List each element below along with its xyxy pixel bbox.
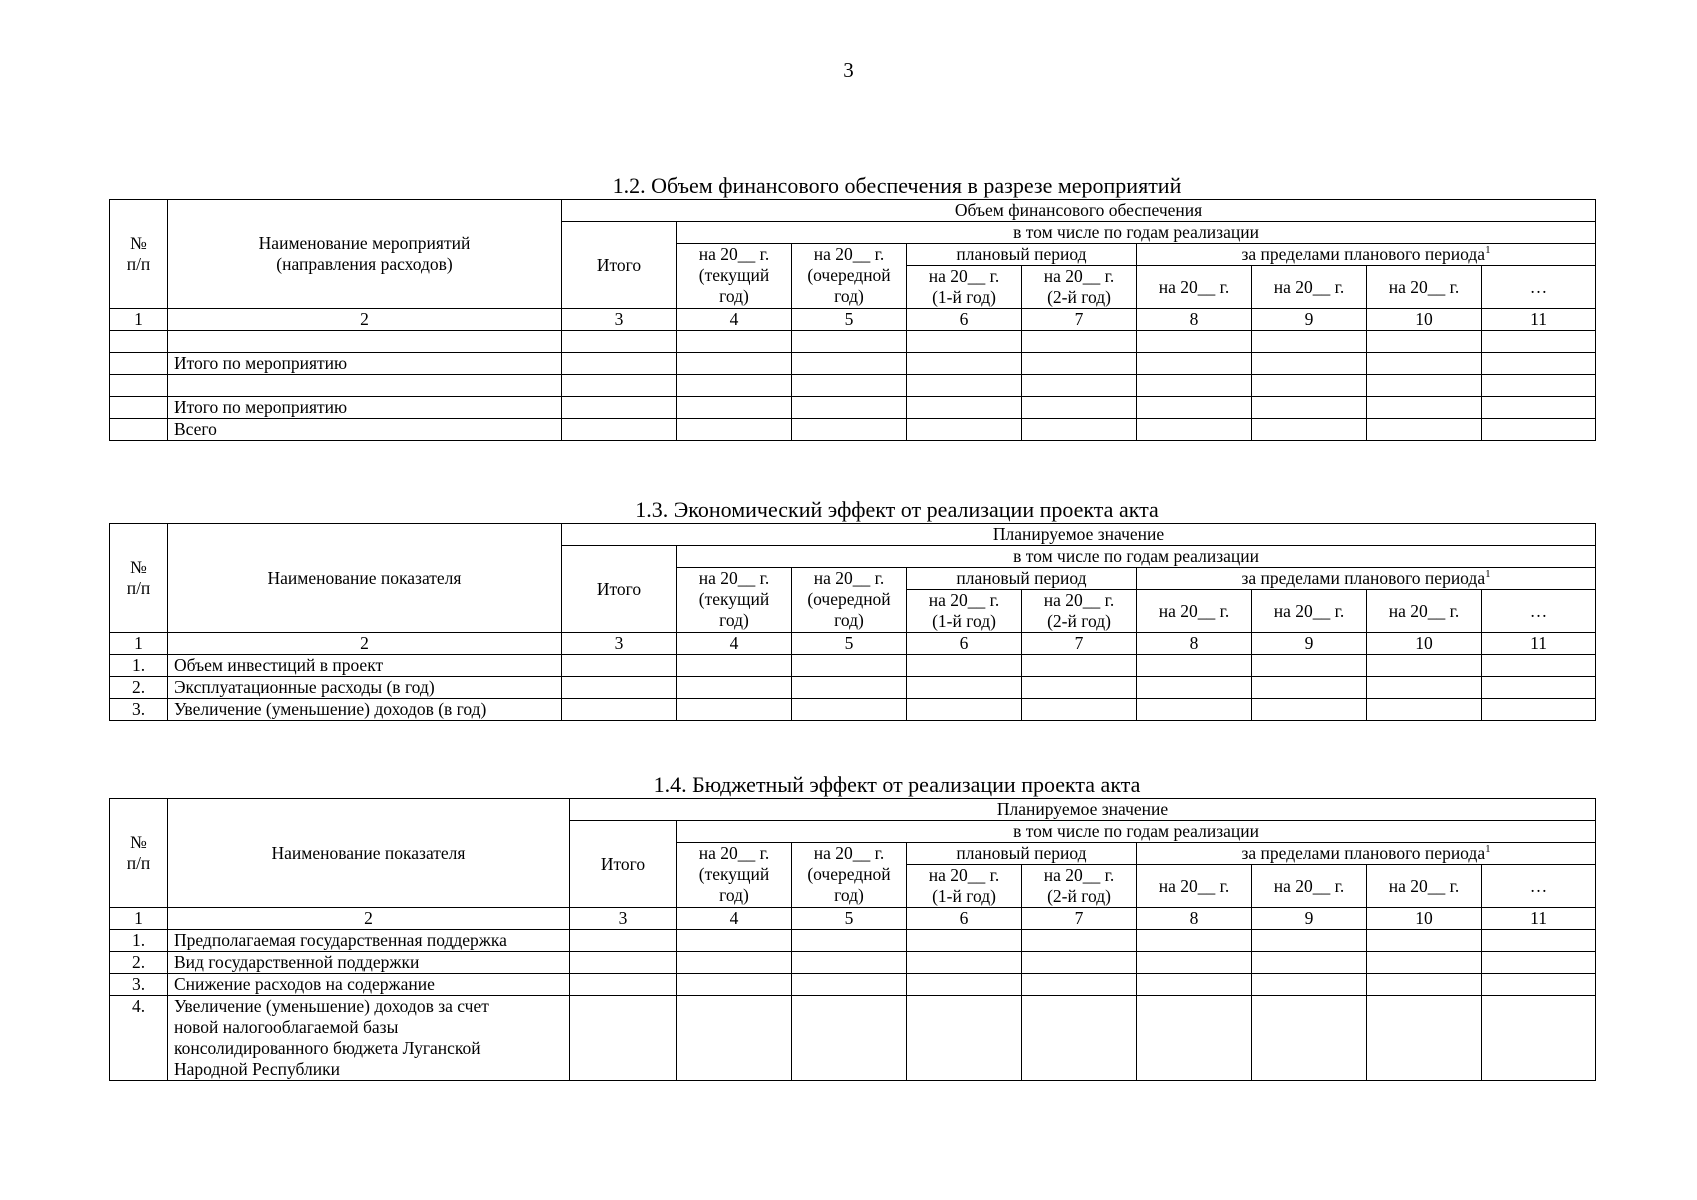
value-cell xyxy=(1367,699,1482,721)
value-cell xyxy=(907,677,1022,699)
section-financing-volume xyxy=(109,173,1595,441)
value-cell xyxy=(907,699,1022,721)
column-number: 4 xyxy=(677,309,792,331)
row-number: 4. xyxy=(110,996,168,1081)
row-number xyxy=(110,353,168,375)
value-cell xyxy=(1252,677,1367,699)
column-number: 4 xyxy=(677,633,792,655)
row-name: Предполагаемая государственная поддержка xyxy=(168,930,570,952)
section-title: 1.2. Объем финансового обеспечения в разрезе мероприятий xyxy=(612,173,1182,198)
value-cell xyxy=(570,974,677,996)
value-cell xyxy=(677,952,792,974)
value-cell xyxy=(1252,397,1367,419)
footnote-mark: 1 xyxy=(1485,244,1491,257)
value-cell xyxy=(907,331,1022,353)
value-cell xyxy=(1367,353,1482,375)
value-cell xyxy=(1367,677,1482,699)
value-cell xyxy=(1137,419,1252,441)
column-number: 5 xyxy=(792,633,907,655)
column-number: 2 xyxy=(168,633,562,655)
value-cell xyxy=(677,331,792,353)
column-number: 6 xyxy=(907,309,1022,331)
table-row xyxy=(110,974,1596,996)
value-cell xyxy=(1252,930,1367,952)
value-cell xyxy=(1137,699,1252,721)
header-by-years: в том числе по годам реализации xyxy=(677,546,1596,568)
header-name: Наименование показателя xyxy=(168,799,570,908)
value-cell xyxy=(562,397,677,419)
value-cell xyxy=(677,930,792,952)
value-cell xyxy=(1367,996,1482,1081)
value-cell xyxy=(907,974,1022,996)
row-name: Итого по мероприятию xyxy=(168,397,562,419)
header-beyond-year-3: на 20__ г. xyxy=(1367,266,1482,309)
value-cell xyxy=(1482,952,1596,974)
table-row xyxy=(110,952,1596,974)
value-cell xyxy=(1137,655,1252,677)
value-cell xyxy=(1367,930,1482,952)
value-cell xyxy=(792,375,907,397)
value-cell xyxy=(1482,677,1596,699)
column-number: 4 xyxy=(677,908,792,930)
header-beyond-year-1: на 20__ г. xyxy=(1137,266,1252,309)
value-cell xyxy=(677,699,792,721)
column-number: 1 xyxy=(110,633,168,655)
header-current-year: на 20__ г. (текущий год) xyxy=(677,244,792,309)
header-group: Планируемое значение xyxy=(570,799,1596,821)
value-cell xyxy=(907,655,1022,677)
column-number: 11 xyxy=(1482,633,1596,655)
header-by-years: в том числе по годам реализации xyxy=(677,222,1596,244)
header-next-year: на 20__ г. (очередной год) xyxy=(792,244,907,309)
value-cell xyxy=(1137,974,1252,996)
table-row xyxy=(110,331,1596,353)
table-row xyxy=(110,699,1596,721)
table-row xyxy=(110,419,1596,441)
header-plan-year-2: на 20__ г. (2-й год) xyxy=(1022,590,1137,633)
column-number: 3 xyxy=(562,309,677,331)
header-planning-period: плановый период xyxy=(907,568,1137,590)
value-cell xyxy=(1022,397,1137,419)
header-total: Итого xyxy=(562,222,677,309)
header-name: Наименование показателя xyxy=(168,524,562,633)
header-beyond-period xyxy=(1137,244,1596,266)
value-cell xyxy=(1252,353,1367,375)
section-title: 1.3. Экономический эффект от реализации проекта акта xyxy=(635,497,1159,522)
column-number: 10 xyxy=(1367,633,1482,655)
header-beyond-more: … xyxy=(1482,865,1596,908)
value-cell xyxy=(1252,699,1367,721)
row-name: Итого по мероприятию xyxy=(168,353,562,375)
header-beyond-year-2: на 20__ г. xyxy=(1252,865,1367,908)
beyond-period-label: за пределами планового периода xyxy=(1241,568,1486,588)
header-beyond-year-1: на 20__ г. xyxy=(1137,865,1252,908)
value-cell xyxy=(1022,353,1137,375)
value-cell xyxy=(1367,952,1482,974)
value-cell xyxy=(1022,974,1137,996)
header-plan-year-1: на 20__ г. (1-й год) xyxy=(907,590,1022,633)
row-name: Увеличение (уменьшение) доходов за счет новой налогооблагаемой базы консолидированного бюджета Луганской Народной Республики xyxy=(168,996,570,1081)
value-cell xyxy=(792,353,907,375)
value-cell xyxy=(1482,353,1596,375)
value-cell xyxy=(907,996,1022,1081)
value-cell xyxy=(1137,952,1252,974)
value-cell xyxy=(677,375,792,397)
value-cell xyxy=(1022,419,1137,441)
value-cell xyxy=(792,996,907,1081)
value-cell xyxy=(1482,419,1596,441)
value-cell xyxy=(677,353,792,375)
header-current-year: на 20__ г. (текущий год) xyxy=(677,843,792,908)
value-cell xyxy=(1022,375,1137,397)
header-planning-period: плановый период xyxy=(907,843,1137,865)
header-planning-period: плановый период xyxy=(907,244,1137,266)
value-cell xyxy=(1367,974,1482,996)
header-beyond-more: … xyxy=(1482,266,1596,309)
header-beyond-year-3: на 20__ г. xyxy=(1367,590,1482,633)
header-group: Планируемое значение xyxy=(562,524,1596,546)
economic-table xyxy=(109,523,1596,721)
header-plan-year-2: на 20__ г. (2-й год) xyxy=(1022,266,1137,309)
column-number: 2 xyxy=(168,309,562,331)
column-number: 8 xyxy=(1137,309,1252,331)
value-cell xyxy=(1482,331,1596,353)
row-number: 1. xyxy=(110,655,168,677)
row-name: Всего xyxy=(168,419,562,441)
value-cell xyxy=(1367,331,1482,353)
header-beyond-year-2: на 20__ г. xyxy=(1252,266,1367,309)
header-beyond-year-1: на 20__ г. xyxy=(1137,590,1252,633)
row-number: 3. xyxy=(110,699,168,721)
value-cell xyxy=(1252,419,1367,441)
value-cell xyxy=(907,353,1022,375)
value-cell xyxy=(677,419,792,441)
value-cell xyxy=(677,655,792,677)
column-number: 8 xyxy=(1137,633,1252,655)
column-number: 3 xyxy=(562,633,677,655)
value-cell xyxy=(1252,375,1367,397)
value-cell xyxy=(1367,655,1482,677)
row-name xyxy=(168,331,562,353)
value-cell xyxy=(792,930,907,952)
value-cell xyxy=(907,952,1022,974)
header-plan-year-1: на 20__ г. (1-й год) xyxy=(907,865,1022,908)
value-cell xyxy=(562,677,677,699)
value-cell xyxy=(907,930,1022,952)
column-number: 10 xyxy=(1367,908,1482,930)
header-total: Итого xyxy=(562,546,677,633)
value-cell xyxy=(792,699,907,721)
column-number: 8 xyxy=(1137,908,1252,930)
row-number xyxy=(110,397,168,419)
table-row xyxy=(110,677,1596,699)
financing-table xyxy=(109,199,1596,441)
row-name: Снижение расходов на содержание xyxy=(168,974,570,996)
row-name xyxy=(168,375,562,397)
header-name: Наименование мероприятий (направления расходов) xyxy=(168,200,562,309)
column-number: 1 xyxy=(110,908,168,930)
value-cell xyxy=(562,375,677,397)
value-cell xyxy=(677,974,792,996)
value-cell xyxy=(1022,930,1137,952)
column-number: 2 xyxy=(168,908,570,930)
value-cell xyxy=(1137,397,1252,419)
value-cell xyxy=(677,996,792,1081)
value-cell xyxy=(677,397,792,419)
value-cell xyxy=(1482,699,1596,721)
value-cell xyxy=(1367,419,1482,441)
column-number: 6 xyxy=(907,633,1022,655)
value-cell xyxy=(1137,375,1252,397)
header-total: Итого xyxy=(570,821,677,908)
value-cell xyxy=(907,419,1022,441)
column-number: 1 xyxy=(110,309,168,331)
row-name: Вид государственной поддержки xyxy=(168,952,570,974)
row-name: Эксплуатационные расходы (в год) xyxy=(168,677,562,699)
row-number xyxy=(110,331,168,353)
value-cell xyxy=(1022,655,1137,677)
row-number xyxy=(110,419,168,441)
value-cell xyxy=(562,419,677,441)
value-cell xyxy=(907,375,1022,397)
section-budget-effect xyxy=(109,772,1595,1081)
table-row xyxy=(110,375,1596,397)
column-number: 10 xyxy=(1367,309,1482,331)
column-number: 5 xyxy=(792,309,907,331)
value-cell xyxy=(907,397,1022,419)
column-number: 5 xyxy=(792,908,907,930)
header-beyond-more: … xyxy=(1482,590,1596,633)
column-number: 7 xyxy=(1022,633,1137,655)
value-cell xyxy=(562,331,677,353)
section-title: 1.4. Бюджетный эффект от реализации проекта акта xyxy=(653,772,1141,797)
value-cell xyxy=(570,996,677,1081)
table-row xyxy=(110,930,1596,952)
value-cell xyxy=(1482,930,1596,952)
value-cell xyxy=(1252,974,1367,996)
value-cell xyxy=(792,952,907,974)
value-cell xyxy=(1252,996,1367,1081)
value-cell xyxy=(570,952,677,974)
beyond-period-label: за пределами планового периода xyxy=(1241,244,1486,264)
value-cell xyxy=(1482,397,1596,419)
value-cell xyxy=(1252,331,1367,353)
row-name: Увеличение (уменьшение) доходов (в год) xyxy=(168,699,562,721)
row-number: 3. xyxy=(110,974,168,996)
value-cell xyxy=(1482,974,1596,996)
value-cell xyxy=(1252,952,1367,974)
header-next-year: на 20__ г. (очередной год) xyxy=(792,843,907,908)
table-row xyxy=(110,397,1596,419)
column-number: 9 xyxy=(1252,908,1367,930)
header-num: № п/п xyxy=(110,799,168,908)
footnote-mark: 1 xyxy=(1485,568,1491,581)
value-cell xyxy=(1137,677,1252,699)
header-num: № п/п xyxy=(110,524,168,633)
header-plan-year-1: на 20__ г. (1-й год) xyxy=(907,266,1022,309)
value-cell xyxy=(1137,996,1252,1081)
value-cell xyxy=(1252,655,1367,677)
value-cell xyxy=(1482,996,1596,1081)
header-beyond-period xyxy=(1137,843,1596,865)
column-number: 7 xyxy=(1022,908,1137,930)
value-cell xyxy=(1482,655,1596,677)
value-cell xyxy=(792,419,907,441)
header-plan-year-2: на 20__ г. (2-й год) xyxy=(1022,865,1137,908)
header-num: № п/п xyxy=(110,200,168,309)
header-current-year: на 20__ г. (текущий год) xyxy=(677,568,792,633)
footnote-mark: 1 xyxy=(1485,843,1491,856)
column-number: 9 xyxy=(1252,309,1367,331)
row-number xyxy=(110,375,168,397)
header-group: Объем финансового обеспечения xyxy=(562,200,1596,222)
page-number: 3 xyxy=(843,58,854,82)
budget-table xyxy=(109,798,1596,1081)
column-number: 6 xyxy=(907,908,1022,930)
value-cell xyxy=(1022,699,1137,721)
column-number: 3 xyxy=(570,908,677,930)
value-cell xyxy=(1022,952,1137,974)
column-number: 7 xyxy=(1022,309,1137,331)
column-numbers-row xyxy=(110,908,1596,930)
row-number: 2. xyxy=(110,677,168,699)
value-cell xyxy=(1022,996,1137,1081)
value-cell xyxy=(1137,930,1252,952)
value-cell xyxy=(792,677,907,699)
column-number: 9 xyxy=(1252,633,1367,655)
row-name: Объем инвестиций в проект xyxy=(168,655,562,677)
row-number: 1. xyxy=(110,930,168,952)
value-cell xyxy=(677,677,792,699)
section-economic-effect xyxy=(109,497,1595,721)
value-cell xyxy=(570,930,677,952)
header-by-years: в том числе по годам реализации xyxy=(677,821,1596,843)
header-beyond-period xyxy=(1137,568,1596,590)
column-number: 11 xyxy=(1482,309,1596,331)
column-numbers-row xyxy=(110,633,1596,655)
column-numbers-row xyxy=(110,309,1596,331)
value-cell xyxy=(1367,397,1482,419)
header-next-year: на 20__ г. (очередной год) xyxy=(792,568,907,633)
value-cell xyxy=(792,655,907,677)
value-cell xyxy=(792,331,907,353)
value-cell xyxy=(562,353,677,375)
beyond-period-label: за пределами планового периода xyxy=(1241,843,1486,863)
value-cell xyxy=(1137,353,1252,375)
row-number: 2. xyxy=(110,952,168,974)
header-beyond-year-2: на 20__ г. xyxy=(1252,590,1367,633)
value-cell xyxy=(792,974,907,996)
value-cell xyxy=(1482,375,1596,397)
value-cell xyxy=(1137,331,1252,353)
table-row xyxy=(110,353,1596,375)
value-cell xyxy=(562,655,677,677)
table-row xyxy=(110,996,1596,1081)
value-cell xyxy=(562,699,677,721)
value-cell xyxy=(792,397,907,419)
column-number: 11 xyxy=(1482,908,1596,930)
header-beyond-year-3: на 20__ г. xyxy=(1367,865,1482,908)
value-cell xyxy=(1367,375,1482,397)
table-row xyxy=(110,655,1596,677)
value-cell xyxy=(1022,331,1137,353)
value-cell xyxy=(1022,677,1137,699)
